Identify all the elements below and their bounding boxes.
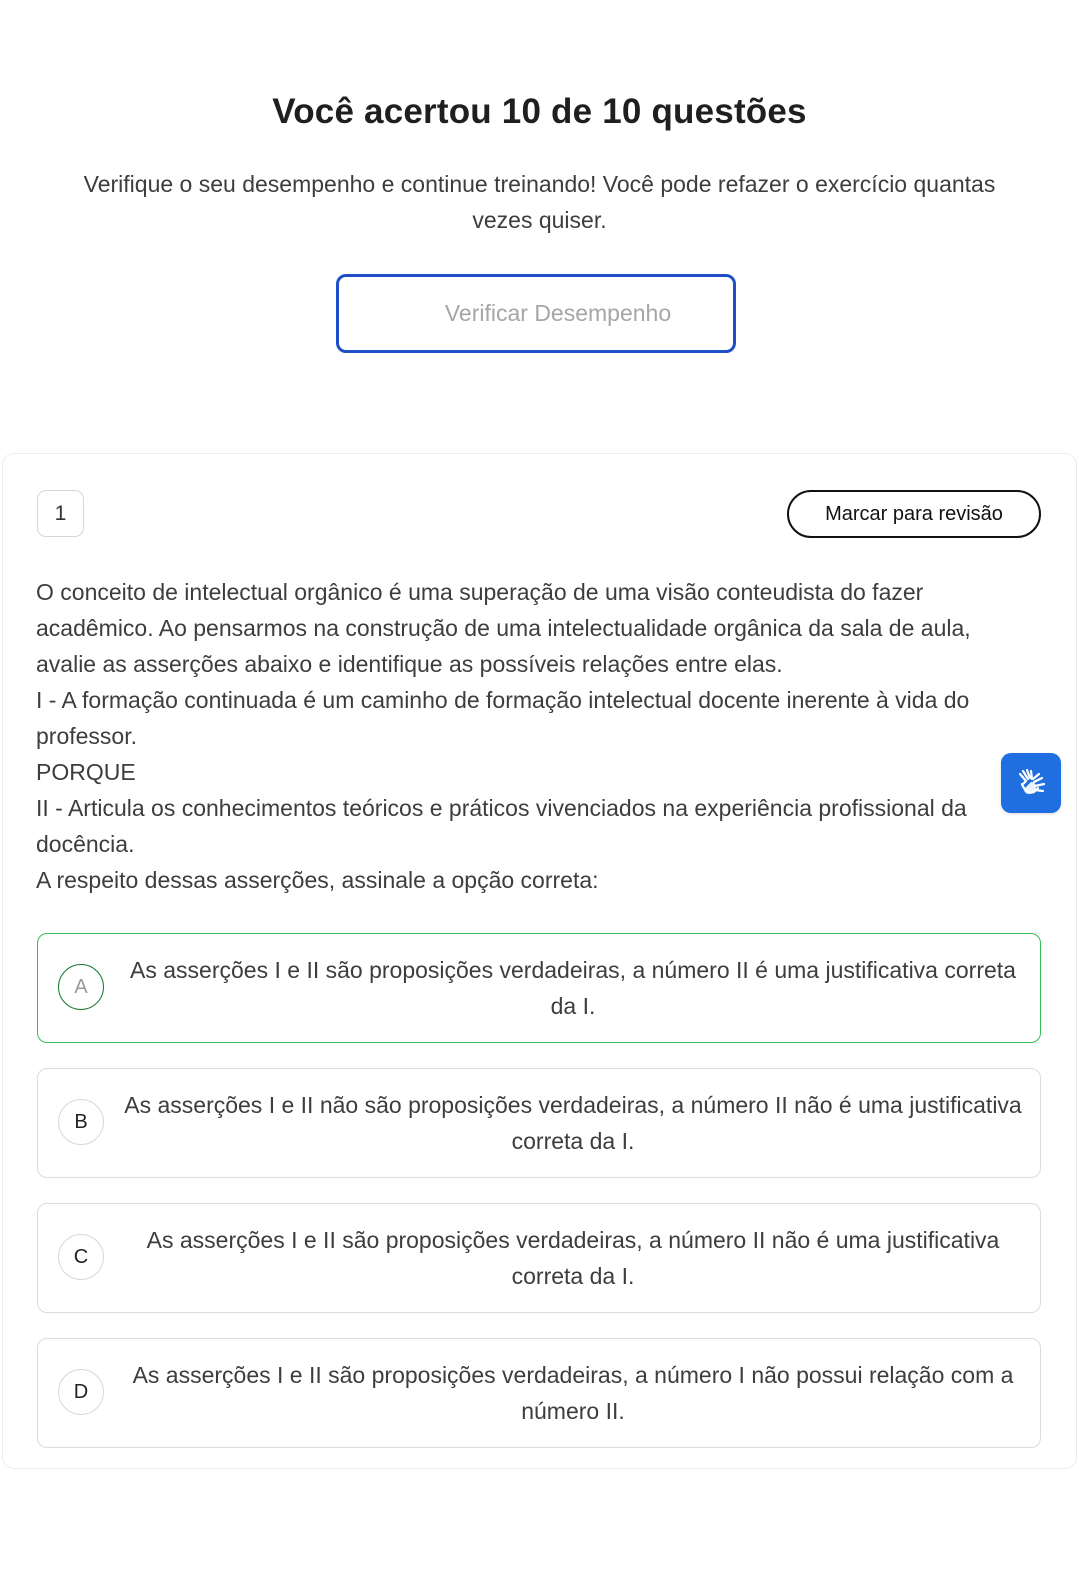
question-paragraph-assertion-1: I - A formação continuada é um caminho de formação intelectual docente inerente à vida do professor. [36,687,970,749]
option-text-d: As asserções I e II são proposições verdadeiras, a número I não possui relação com a número II. [132,1362,1014,1424]
sign-language-widget-button[interactable] [1001,753,1061,813]
option-text-a: As asserções I e II são proposições verdadeiras, a número II é uma justificativa correta da I. [130,957,1016,1019]
option-c[interactable] [37,1203,1041,1313]
verify-performance-label: Verificar Desempenho [444,300,672,326]
verify-performance-button[interactable] [336,274,736,353]
option-letter-b: B [58,1099,104,1145]
question-paragraph-porque: PORQUE [36,759,136,785]
option-a[interactable] [37,933,1041,1043]
option-b[interactable] [37,1068,1041,1178]
mark-for-review-button[interactable] [787,490,1041,538]
question-paragraph-instruction: A respeito dessas asserções, assinale a opção correta: [36,867,599,893]
option-text-b: As asserções I e II não são proposições verdadeiras, a número II não é uma justificativa correta da I. [124,1092,1022,1154]
result-title: Você acertou 10 de 10 questões [272,92,807,131]
question-paragraph-assertion-2: II - Articula os conhecimentos teóricos e práticos vivenciados na experiência profissional da docência. [36,795,967,857]
option-d[interactable] [37,1338,1041,1448]
question-number: 1 [54,501,67,525]
option-text-c: As asserções I e II são proposições verdadeiras, a número II não é uma justificativa correta da I. [146,1227,1000,1289]
question-paragraph-intro: O conceito de intelectual orgânico é uma superação de uma visão conteudista do fazer acadêmico. Ao pensarmos na construção de uma intelectualidade orgânica da sala de aula, avalie as asserções abaixo e identifique as possíveis relações entre elas. [36,579,971,677]
option-letter-c: C [58,1234,104,1280]
question-number-badge [37,490,84,537]
result-subtitle: Verifique o seu desempenho e continue treinando! Você pode refazer o exercício quantas vezes quiser. [83,171,996,233]
option-letter-a: A [58,964,104,1010]
mark-for-review-label: Marcar para revisão [825,502,1003,525]
sign-language-hands-icon [1012,764,1050,802]
option-letter-d: D [58,1369,104,1415]
question-statement [36,574,1036,898]
